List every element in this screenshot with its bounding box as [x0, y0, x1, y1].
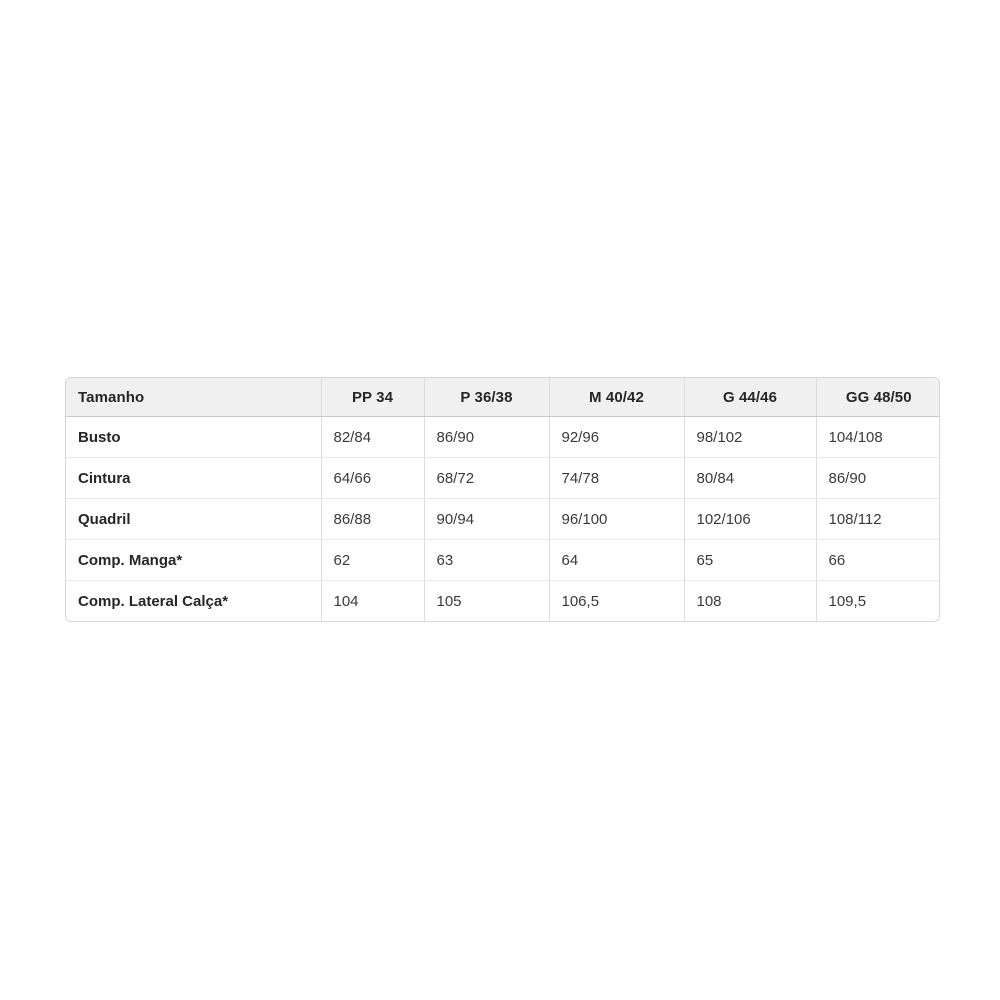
table-cell: 102/106 [684, 499, 816, 540]
column-header-p-36-38: P 36/38 [424, 378, 549, 417]
row-label-quadril: Quadril [66, 499, 321, 540]
table-row-busto [66, 417, 940, 458]
row-label-cintura: Cintura [66, 458, 321, 499]
column-header-pp-34: PP 34 [321, 378, 424, 417]
row-label-comp-manga: Comp. Manga* [66, 540, 321, 581]
table-cell: 80/84 [684, 458, 816, 499]
table-cell: 109,5 [816, 581, 940, 622]
table-cell: 64/66 [321, 458, 424, 499]
size-chart-table [66, 378, 940, 621]
table-cell: 104 [321, 581, 424, 622]
column-header-gg-48-50: GG 48/50 [816, 378, 940, 417]
table-cell: 90/94 [424, 499, 549, 540]
table-cell: 105 [424, 581, 549, 622]
table-cell: 74/78 [549, 458, 684, 499]
header-row [66, 378, 940, 417]
table-cell: 98/102 [684, 417, 816, 458]
table-cell: 108 [684, 581, 816, 622]
table-row-comp-lateral-calca [66, 581, 940, 622]
row-label-busto: Busto [66, 417, 321, 458]
column-header-g-44-46: G 44/46 [684, 378, 816, 417]
table-cell: 82/84 [321, 417, 424, 458]
column-header-tamanho: Tamanho [66, 378, 321, 417]
column-header-m-40-42: M 40/42 [549, 378, 684, 417]
table-row-quadril [66, 499, 940, 540]
table-cell: 64 [549, 540, 684, 581]
table-row-cintura [66, 458, 940, 499]
table-cell: 63 [424, 540, 549, 581]
table-row-comp-manga [66, 540, 940, 581]
size-chart [65, 377, 940, 622]
table-cell: 68/72 [424, 458, 549, 499]
table-cell: 86/90 [816, 458, 940, 499]
table-cell: 104/108 [816, 417, 940, 458]
table-cell: 108/112 [816, 499, 940, 540]
table-cell: 62 [321, 540, 424, 581]
table-cell: 96/100 [549, 499, 684, 540]
table-cell: 66 [816, 540, 940, 581]
table-cell: 106,5 [549, 581, 684, 622]
table-cell: 65 [684, 540, 816, 581]
table-cell: 86/90 [424, 417, 549, 458]
table-cell: 92/96 [549, 417, 684, 458]
row-label-comp-lateral-calca: Comp. Lateral Calça* [66, 581, 321, 622]
table-cell: 86/88 [321, 499, 424, 540]
